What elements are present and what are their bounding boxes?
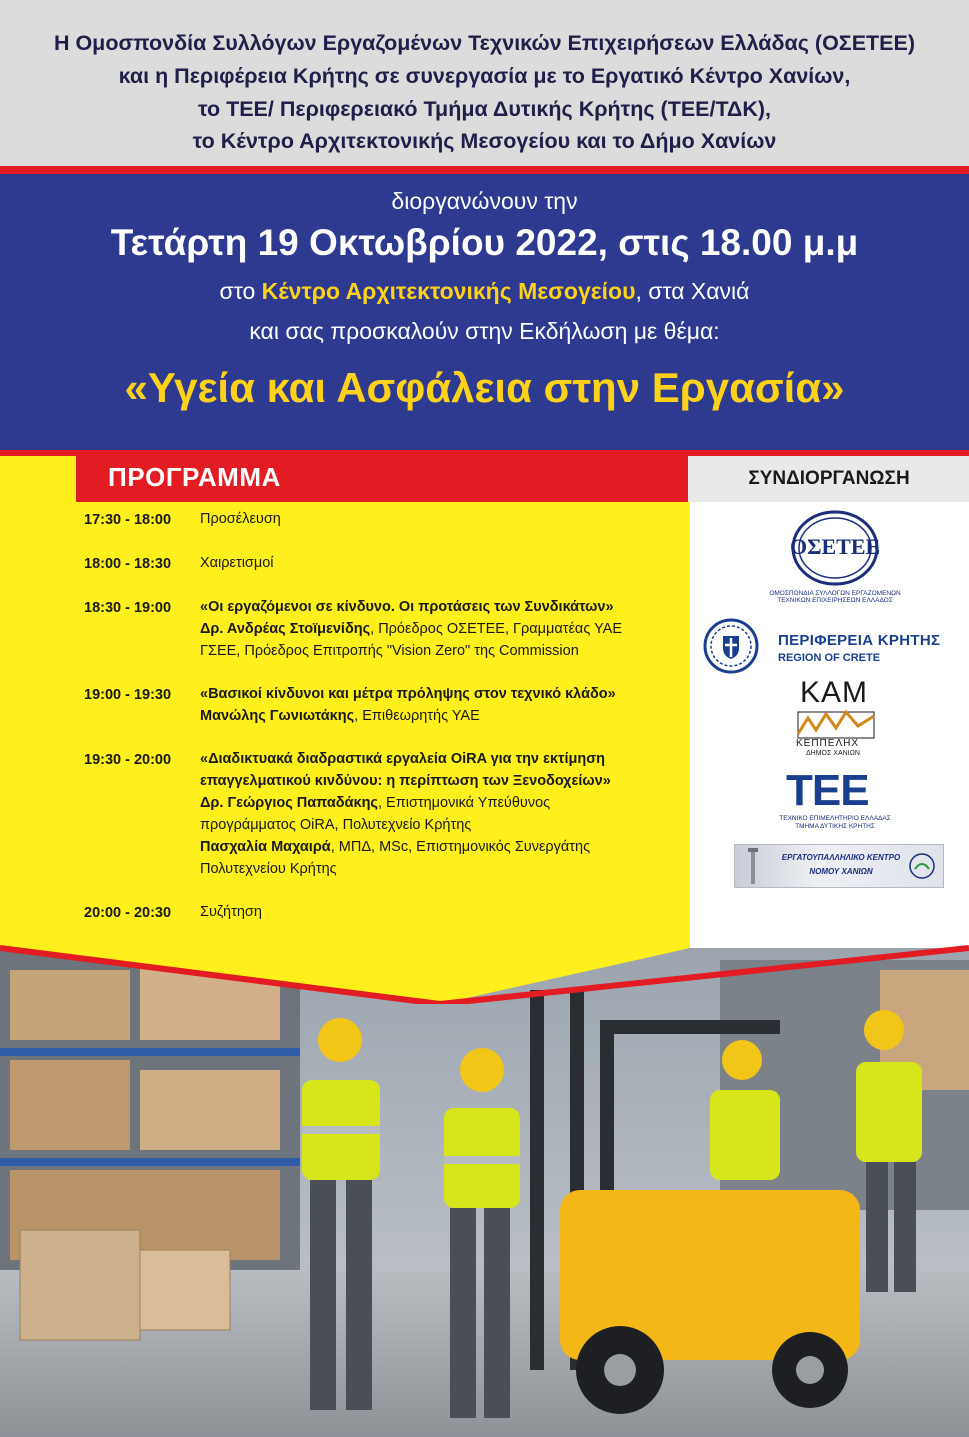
kam-logo-text: ΚΑΜ <box>800 676 869 709</box>
kam-logo <box>792 676 882 762</box>
organize-text: διοργανώνουν την <box>391 188 578 214</box>
header-line-2: και η Περιφέρεια Κρήτης σε συνεργασία με το Εργατικό Κέντρο Χανίων, <box>118 64 851 88</box>
program-speaker-role: προγράμματος OiRA, Πολυτεχνείο Κρήτης <box>200 817 472 833</box>
venue-prefix: στο <box>219 278 256 304</box>
venue-line <box>0 278 969 305</box>
program-talk-title-2: επαγγελματικού κινδύνου: η περίπτωση των Ξενοδοχείων» <box>200 773 611 789</box>
speaker-name: Μανώλης Γωνιωτάκης <box>200 708 355 724</box>
program-time: 19:30 - 20:00 <box>84 752 172 768</box>
osetee-logo <box>790 510 880 586</box>
speaker-name: Δρ. Ανδρέας Στοϊμενίδης <box>200 621 371 637</box>
program-speaker-line: Μανώλης Γωνιωτάκης, Επιθεωρητής ΥΑΕ <box>200 708 480 724</box>
chevron-divider <box>0 928 969 1004</box>
program-title: ΠΡΟΓΡΑΜΜΑ <box>108 462 281 492</box>
tee-caption-2: ΤΜΗΜΑ ΔΥΤΙΚΗΣ ΚΡΗΤΗΣ <box>795 823 875 830</box>
labour-center-logo <box>734 844 944 888</box>
tee-caption-1: ΤΕΧΝΙΚΟ ΕΠΙΜΕΛΗΤΗΡΙΟ ΕΛΛΑΔΑΣ <box>779 815 891 822</box>
venue-suffix: , στα Χανιά <box>635 278 750 304</box>
program-talk-title: «Οι εργαζόμενοι σε κίνδυνο. Οι προτάσεις των Συνδικάτων» <box>200 599 614 615</box>
event-band <box>0 174 969 450</box>
speaker-name: Δρ. Γεώργιος Παπαδάκης <box>200 795 378 811</box>
header-band <box>0 0 969 166</box>
red-divider <box>0 166 969 174</box>
program-speaker-role: Πολυτεχνείου Κρήτης <box>200 861 337 877</box>
crete-sub: REGION OF CRETE <box>778 652 881 664</box>
program-time: 19:00 - 19:30 <box>84 687 172 703</box>
program-time: 18:00 - 18:30 <box>84 556 172 572</box>
program-time: 17:30 - 18:00 <box>84 512 172 528</box>
kam-sub-2: ΔΗΜΟΣ ΧΑΝΙΩΝ <box>806 750 860 757</box>
event-date: Τετάρτη 19 Οκτωβρίου 2022, στις 18.00 μ.μ <box>110 222 859 263</box>
program-talk-title: «Βασικοί κίνδυνοι και μέτρα πρόληψης στον τεχνικό κλάδο» <box>200 686 616 702</box>
osetee-caption-2: ΤΕΧΝΙΚΩΝ ΕΠΙΧΕΙΡΗΣΕΩΝ ΕΛΛΑΔΟΣ <box>777 597 893 604</box>
program-desc: Χαιρετισμοί <box>200 555 274 571</box>
labour-center-line-1: ΕΡΓΑΤΟΥΠΑΛΛΗΛΙΚΟ ΚΕΝΤΡΟ <box>781 853 901 862</box>
program-talk-title: «Διαδικτυακά διαδραστικά εργαλεία OiRA για την εκτίμηση <box>200 751 606 767</box>
labour-center-line-2: ΝΟΜΟΥ ΧΑΝΙΩΝ <box>809 867 873 876</box>
program-speaker-line: Πασχαλία Μαχαιρά, ΜΠΔ, MSc, Επιστημονικός Συνεργάτης <box>200 839 591 855</box>
warehouse-photo <box>0 930 969 1437</box>
program-desc: Προσέλευση <box>200 511 281 527</box>
header-line-1: Η Ομοσπονδία Συλλόγων Εργαζομένων Τεχνικών Επιχειρήσεων Ελλάδας (ΟΣΕΤΕΕ) <box>53 31 916 55</box>
program-desc: Συζήτηση <box>200 904 262 920</box>
speaker-name: Πασχαλία Μαχαιρά <box>200 839 331 855</box>
program-time: 20:00 - 20:30 <box>84 905 172 921</box>
program-time: 18:30 - 19:00 <box>84 600 172 616</box>
venue-name: Κέντρο Αρχιτεκτονικής Μεσογείου <box>261 278 636 304</box>
coorg-title: ΣΥΝΔΙΟΡΓΑΝΩΣΗ <box>748 468 910 489</box>
crete-name: ΠΕΡΙΦΕΡΕΙΑ ΚΡΗΤΗΣ <box>778 632 941 649</box>
header-line-3: το ΤΕΕ/ Περιφερειακό Τμήμα Δυτικής Κρήτης (ΤΕΕ/ΤΔΚ), <box>197 97 772 121</box>
program-speaker-line: Δρ. Ανδρέας Στοϊμενίδης, Πρόεδρος ΟΣΕΤΕΕ, Γραμματέας ΥΑΕ <box>200 621 623 637</box>
osetee-caption-1: ΟΜΟΣΠΟΝΔΙΑ ΣΥΛΛΟΓΩΝ ΕΡΓΑΖΟΜΕΝΩΝ <box>769 590 901 597</box>
header-line-4: το Κέντρο Αρχιτεκτονικής Μεσογείου και το Δήμο Χανίων <box>192 129 777 153</box>
osetee-logo-text: ΟΣΕΤΕΕ <box>790 534 881 559</box>
program-speaker-line: Δρ. Γεώργιος Παπαδάκης, Επιστημονικά Υπεύθυνος <box>200 795 551 811</box>
invite-text: και σας προσκαλούν στην Εκδήλωση με θέμα: <box>249 318 720 344</box>
event-theme: «Υγεία και Ασφάλεια στην Εργασία» <box>124 364 845 411</box>
crete-emblem-icon <box>700 618 762 674</box>
kam-sub: ΚΕΠΠΕΛΗΧ <box>796 738 860 749</box>
tee-logo: ΤΕΕ <box>786 766 869 815</box>
program-speaker-role: ΓΣΕΕ, Πρόεδρος Επιτροπής "Vision Zero" της Commission <box>200 643 579 659</box>
